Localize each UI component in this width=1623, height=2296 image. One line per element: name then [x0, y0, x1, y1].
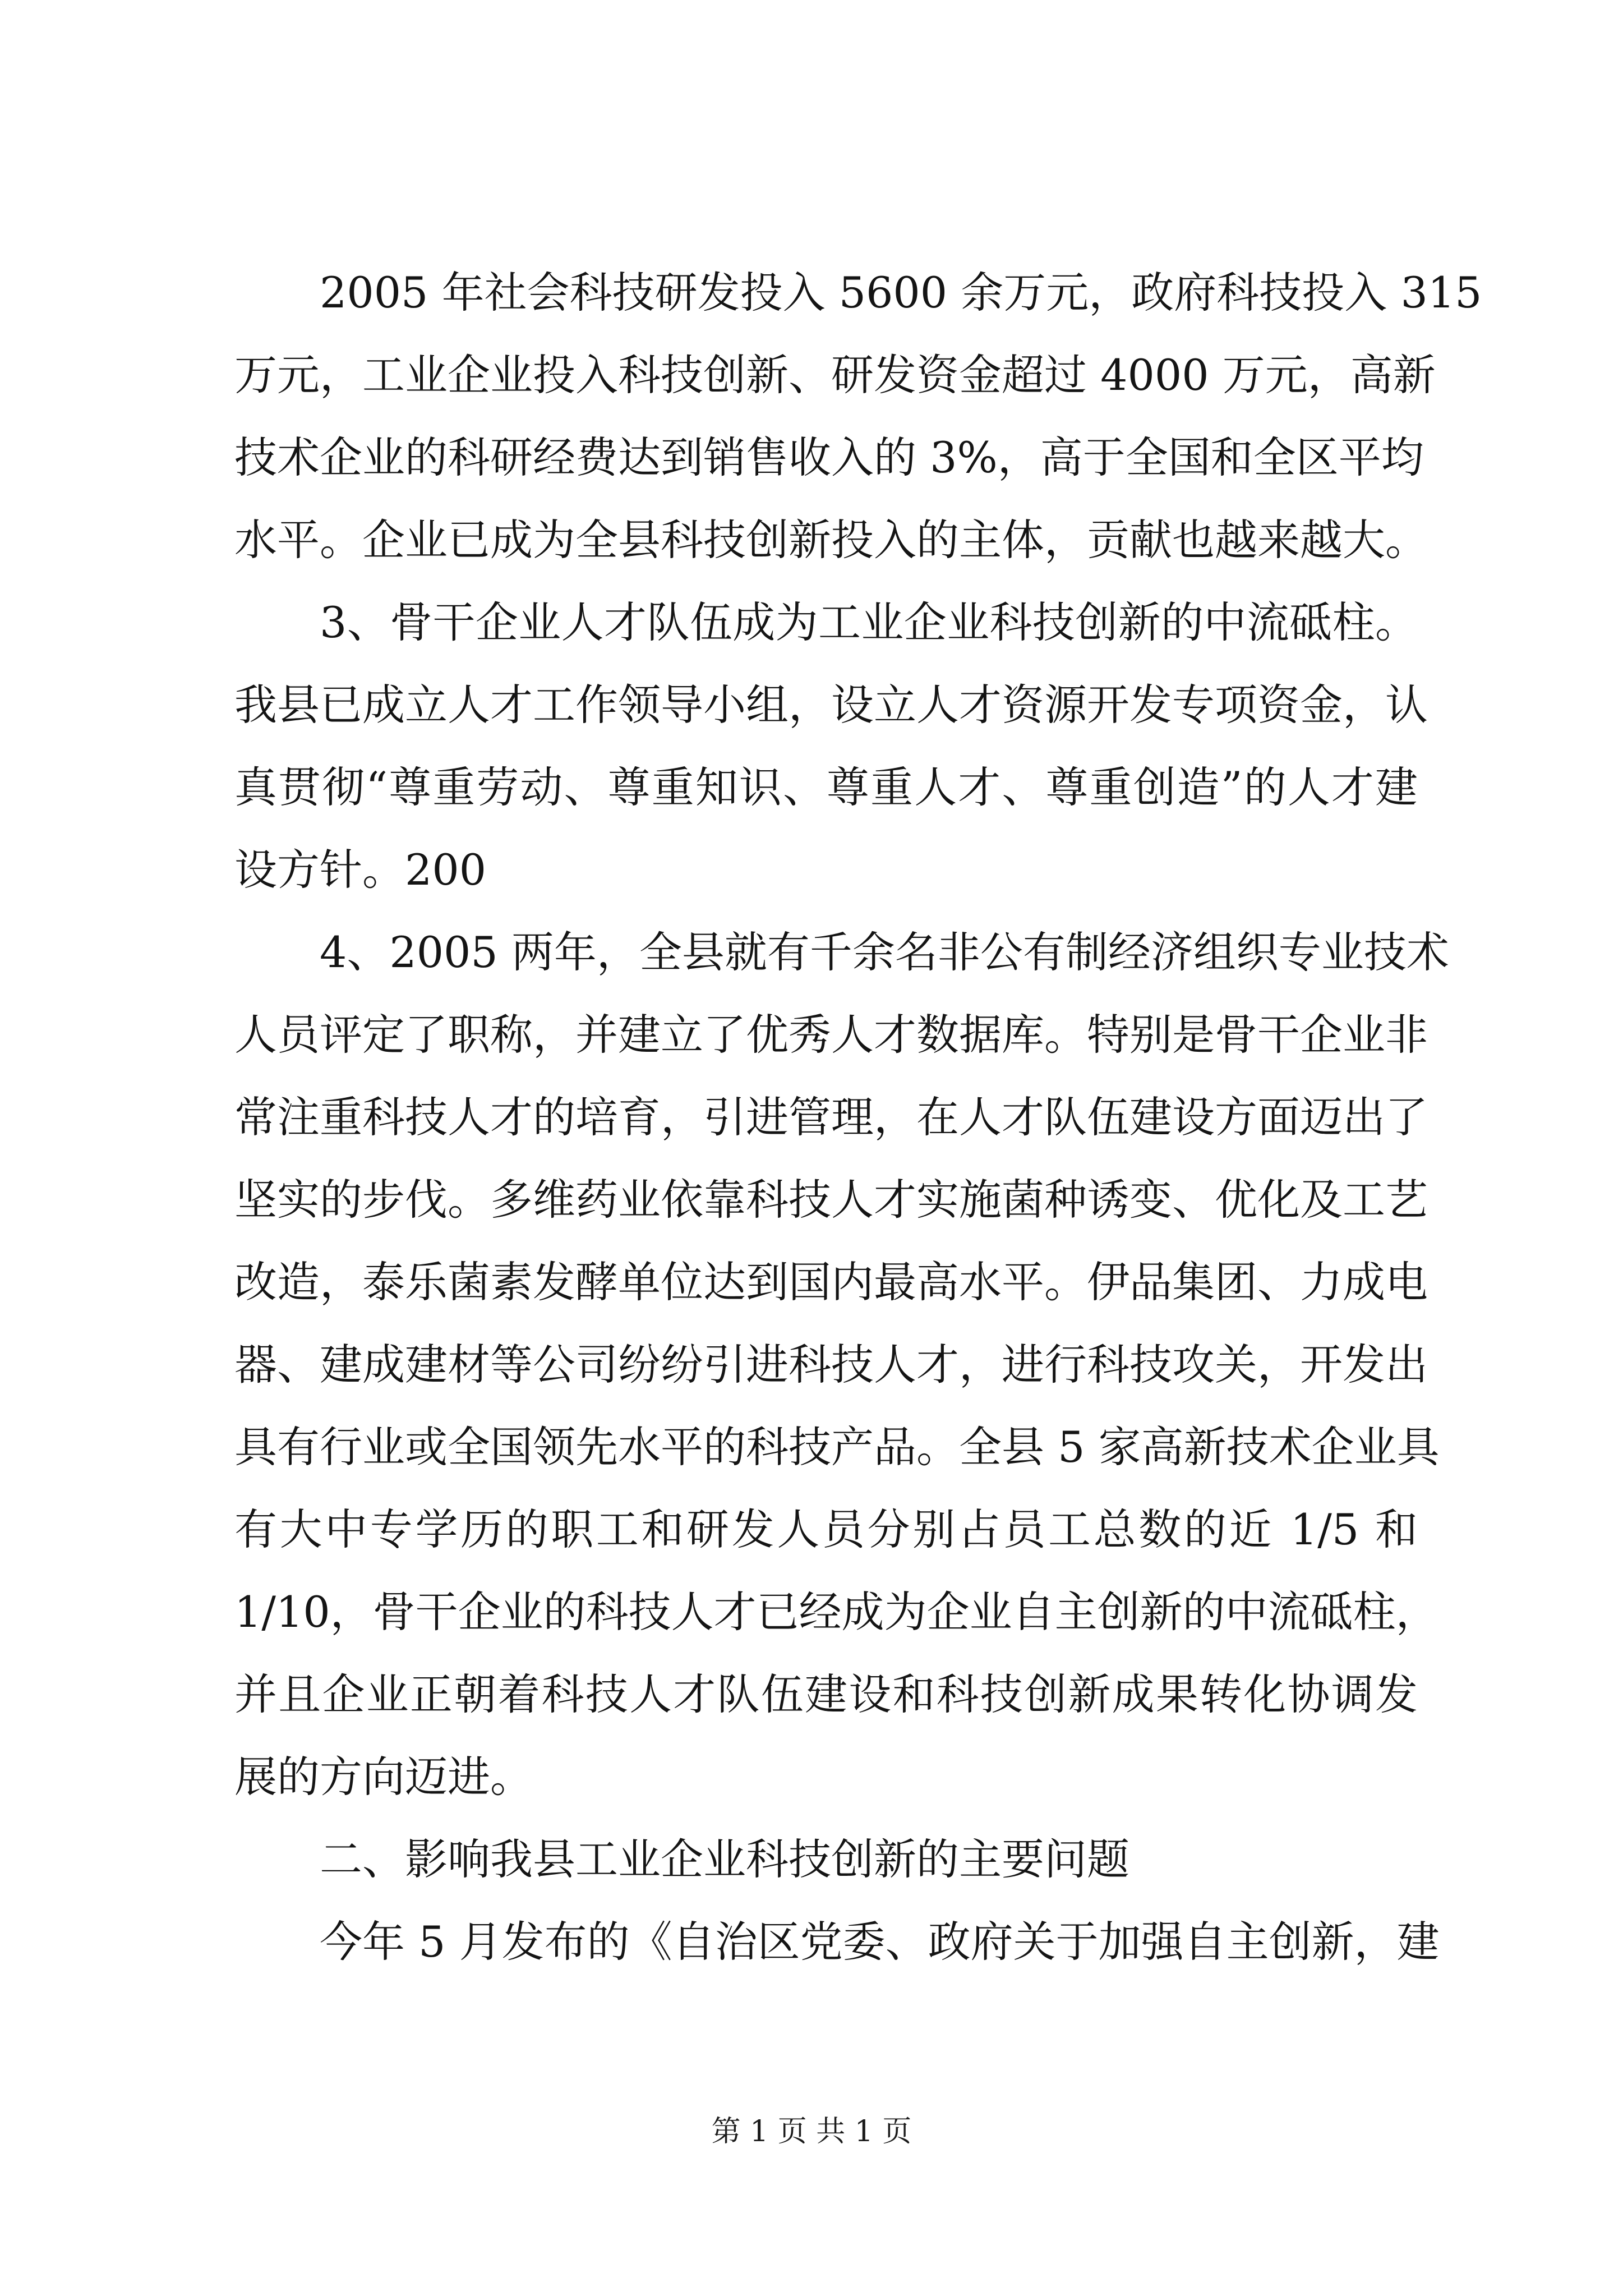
paragraph-1-line-4: 水平。企业已成为全县科技创新投入的主体，贡献也越来越大。 — [234, 515, 1428, 565]
paragraph-3-line-7: 具有行业或全国领先水平的科技产品。全县 5 家高新技术企业具 — [234, 1422, 1440, 1472]
paragraph-1-line-1: 2005 年社会科技研发投入 5600 余万元，政府科技投入 315 — [320, 268, 1482, 318]
page-footer: 第 1 页 共 1 页 — [711, 2115, 912, 2148]
paragraph-3-line-11: 展的方向迈进。 — [234, 1752, 533, 1802]
document-body — [234, 251, 1482, 1983]
paragraph-2-line-3: 真贯彻“尊重劳动、尊重知识、尊重人才、尊重创造”的人才建 — [234, 762, 1418, 812]
section-heading: 二、影响我县工业企业科技创新的主要问题 — [320, 1834, 1129, 1884]
paragraph-3-line-8: 有大中专学历的职工和研发人员分别占员工总数的近 1/5 和 — [234, 1504, 1418, 1554]
paragraph-2-line-1: 3、骨干企业人才队伍成为工业企业科技创新的中流砥柱。 — [320, 597, 1418, 647]
paragraph-3-line-5: 改造，泰乐菌素发酵单位达到国内最高水平。伊品集团、力成电 — [234, 1257, 1428, 1307]
paragraph-3-line-2: 人员评定了职称，并建立了优秀人才数据库。特别是骨干企业非 — [234, 1010, 1428, 1060]
paragraph-1-line-3: 技术企业的科研经费达到销售收入的 3%，高于全国和全区平均 — [234, 432, 1424, 482]
paragraph-5-line-1: 今年 5 月发布的《自治区党委、政府关于加强自主创新，建 — [320, 1917, 1440, 1967]
paragraph-2-line-2: 我县已成立人才工作领导小组，设立人才资源开发专项资金，认 — [234, 680, 1428, 730]
paragraph-3-line-6: 器、建成建材等公司纷纷引进科技人才，进行科技攻关，开发出 — [234, 1340, 1428, 1389]
paragraph-1-line-2: 万元，工业企业投入科技创新、研发资金超过 4000 万元，高新 — [234, 350, 1436, 400]
paragraph-3-line-4: 坚实的步伐。多维药业依靠科技人才实施菌种诱变、优化及工艺 — [234, 1175, 1428, 1225]
paragraph-3-line-3: 常注重科技人才的培育，引进管理，在人才队伍建设方面迈出了 — [234, 1092, 1428, 1142]
paragraph-3-line-10: 并且企业正朝着科技人才队伍建设和科技创新成果转化协调发 — [234, 1669, 1418, 1719]
paragraph-3-line-1: 4、2005 两年，全县就有千余名非公有制经济组织专业技术 — [320, 927, 1449, 977]
paragraph-3-line-9: 1/10，骨干企业的科技人才已经成为企业自主创新的中流砥柱， — [234, 1587, 1438, 1637]
paragraph-2-line-4: 设方针。200 — [234, 845, 487, 895]
